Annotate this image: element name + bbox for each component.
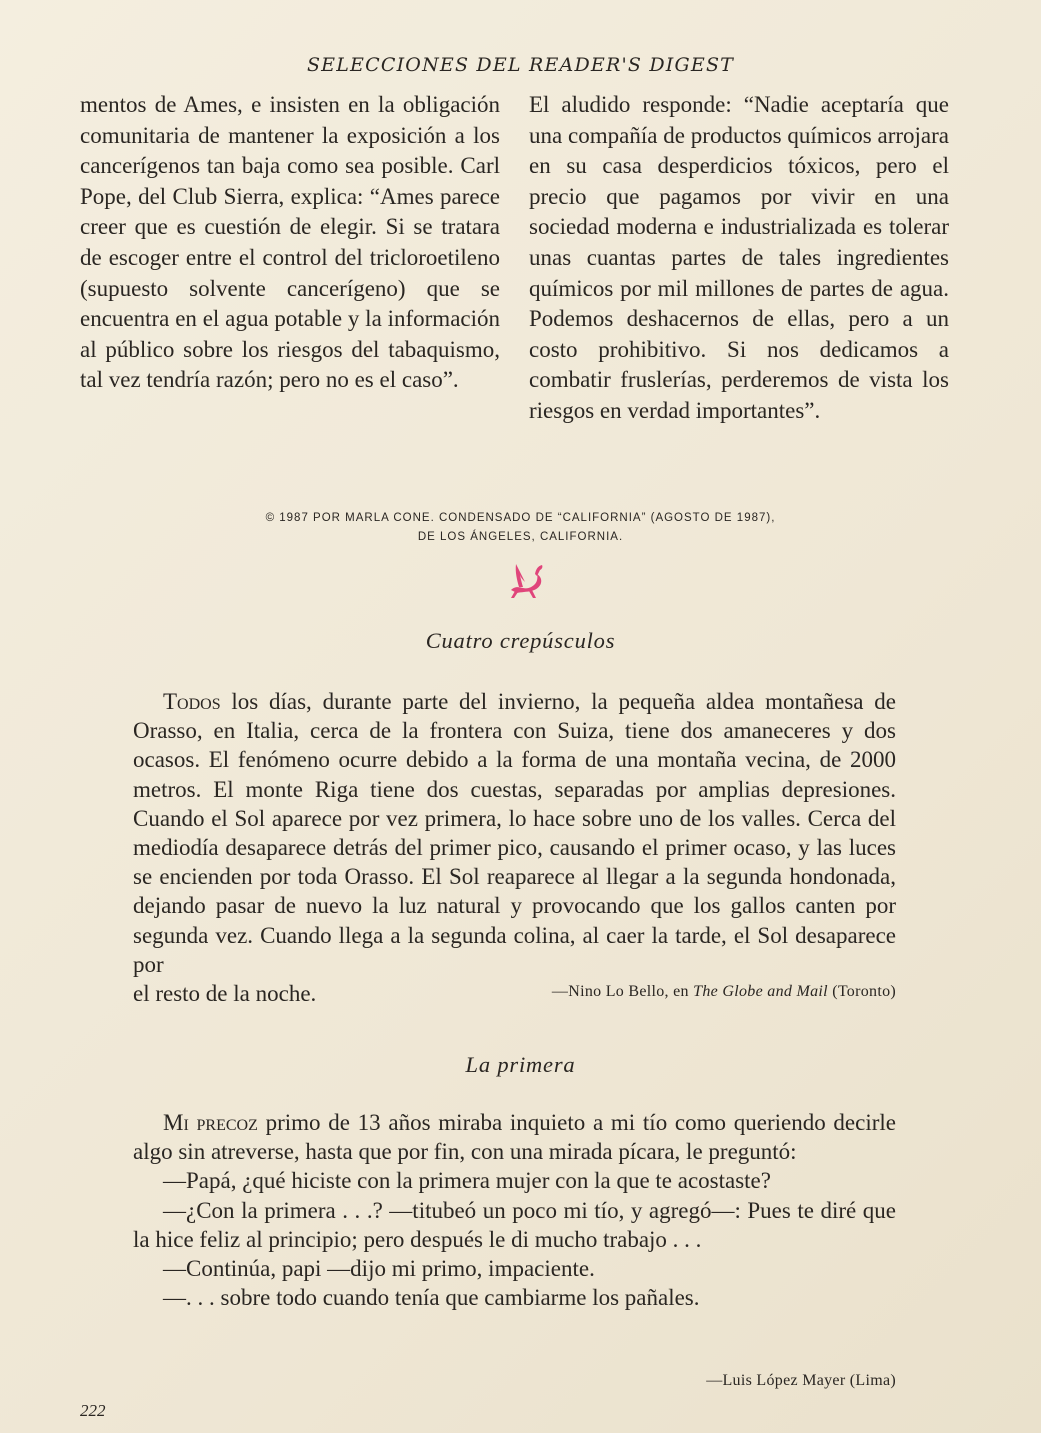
section-2-body [133, 1108, 896, 1312]
section-2-paragraph-5: —. . . sobre todo cuando tenía que cambiarme los pañales. [163, 1285, 700, 1311]
article-right-column [529, 90, 949, 427]
pegasus-icon [507, 560, 545, 600]
copyright-notice [0, 509, 1041, 547]
section-2-paragraph-4: —Continúa, papi —dijo mi primo, impaciente. [163, 1256, 595, 1282]
section-1-last-line [133, 979, 896, 1008]
section-1-attribution [552, 977, 896, 1006]
article-left-column [80, 90, 500, 396]
section-1-body [133, 687, 896, 1008]
article-left-text: mentos de Ames, e insisten en la obligación comunitaria de mantener la exposición a los cancerígenos tan baja como sea posible. Carl Pope, del Club Sierra, explica: “Ames parece creer que es cuestión de elegir. Si se tratara de escoger entre el control del tricloroetileno (supuesto solvente cancerígeno) que se encuentra en el agua potable y la información al público sobre los riesgos del tabaquismo, tal vez tendría razón; pero no es el caso”. [80, 92, 500, 393]
article-right-text: El aludido responde: “Nadie aceptaría que una compañía de productos químicos arrojara en su casa desperdicios tóxicos, pero el precio que pagamos por vivir en una sociedad moderna e industrializada es tolerar unas cuantas partes de tales ingredientes químicos por mil millones de partes de agua. Podemos deshacernos de ellas, pero a un costo prohibitivo. Si nos dedicamos a combatir fruslerías, perderemos de vista los riesgos en verdad importantes”. [529, 92, 949, 423]
section-2-paragraph-1 [133, 1108, 896, 1166]
section-2-paragraph-2: —Papá, ¿qué hiciste con la primera mujer con la que te acostaste? [163, 1168, 771, 1194]
attribution-source: The Globe and Mail [693, 983, 828, 1001]
section-2-text-1: primo de 13 años miraba inquieto a mi tío como queriendo decirle algo sin atreverse, hasta que por fin, con una mirada pícara, le preguntó: [133, 1110, 896, 1165]
section-2-attribution: —Luis López Mayer (Lima) [706, 1372, 896, 1389]
section-2-heading: La primera [465, 1052, 576, 1077]
section-1-paragraph [133, 687, 896, 979]
attribution-prefix: —Nino Lo Bello, en [551, 983, 694, 1001]
section-1-heading: Cuatro crepúsculos [425, 628, 616, 653]
copyright-line-2: DE LOS ÁNGELES, CALIFORNIA. [417, 531, 624, 543]
section-1-text: los días, durante parte del invierno, la pequeña aldea montañesa de Orasso, en Italia, cerca de la frontera con Suiza, tiene dos amaneceres y dos ocasos. El fenómeno ocurre debido a la forma de una montaña vecina, de 2000 metros. El monte Riga tiene dos cuestas, separadas por amplias depresiones. Cuando el Sol aparece por vez primera, lo hace sobre uno de los valles. Cerca del mediodía desaparece detrás del primer pico, causando el primer ocaso, y las luces se encienden por toda Orasso. El Sol reaparece al llegar a la segunda hondonada, dejando pasar de nuevo la luz natural y provocando que los gallos canten por segunda vez. Cuando llega a la segunda colina, al caer la tarde, el Sol desaparece por [133, 689, 896, 977]
copyright-line-1: © 1987 POR MARLA CONE. CONDENSADO DE “CALIFORNIA” (AGOSTO DE 1987), [265, 512, 776, 524]
section-1-lead: Todos [163, 689, 221, 714]
section-1-last-text: el resto de la noche. [133, 981, 317, 1007]
running-head: SELECCIONES DEL READER'S DIGEST [306, 54, 735, 76]
section-2-lead: Mi precoz [163, 1110, 258, 1135]
section-2-paragraph-3: —¿Con la primera . . .? —titubeó un poco mi tío, y agregó—: Pues te diré que la hice feliz al principio; pero después le di mucho trabajo . . . [133, 1197, 896, 1252]
page-number: 222 [80, 1401, 106, 1420]
attribution-suffix: (Toronto) [827, 983, 896, 1001]
